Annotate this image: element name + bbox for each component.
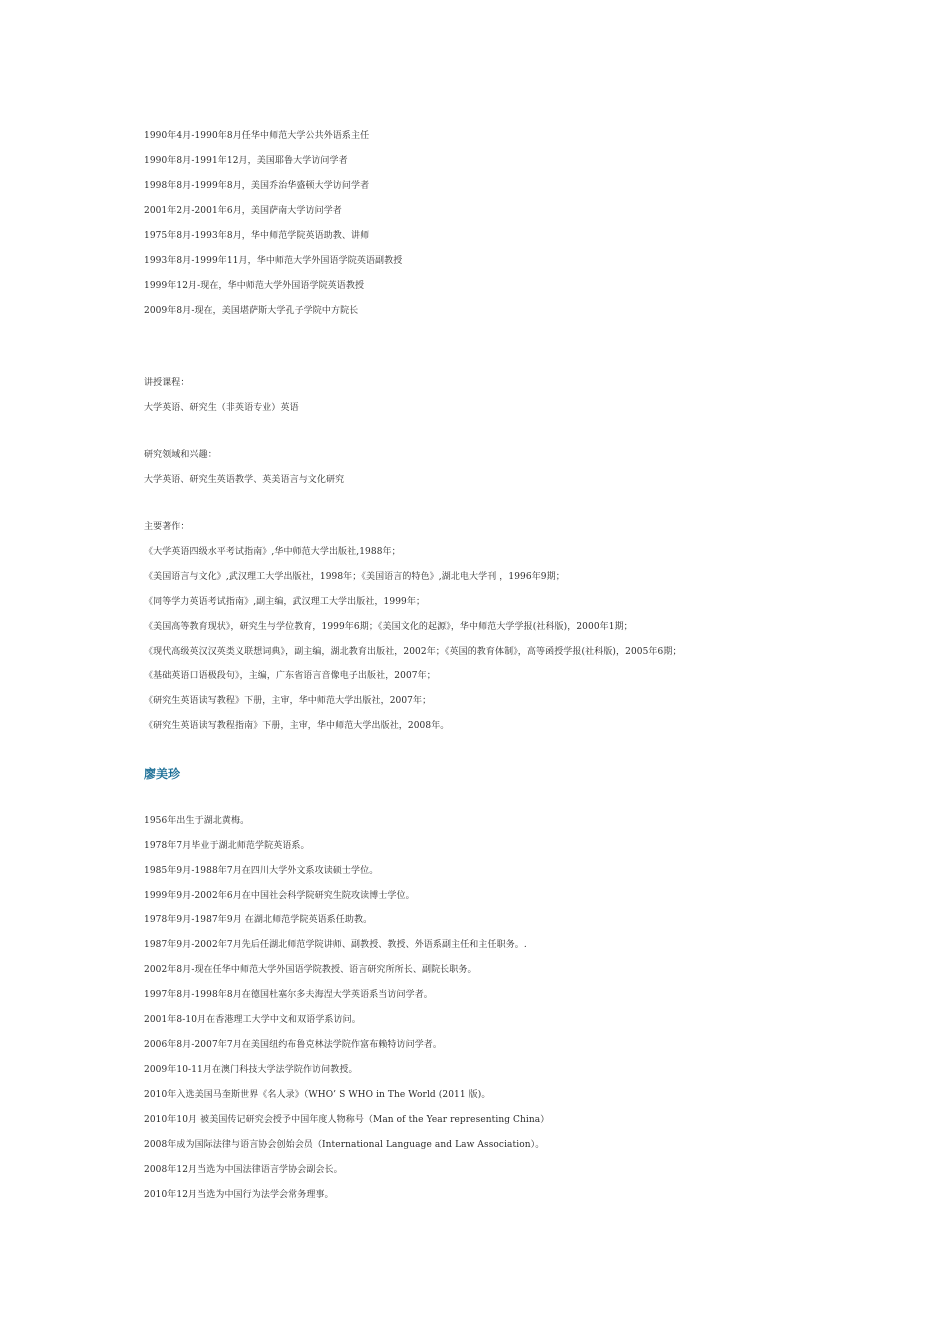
publication-item: 《现代高级英汉汉英类义联想词典》，副主编，湖北教育出版社，2002年；《英国的教育体制》，高等函授学报(社科版)，2005年6期； <box>144 647 682 657</box>
career-line: 1975年8月-1993年8月，华中师范学院英语助教、讲师 <box>144 231 370 241</box>
bio-line: 2006年8月-2007年7月在美国纽约布鲁克林法学院作富布赖特访问学者。 <box>144 1040 443 1050</box>
bio-line: 2010年10月 被美国传记研究会授予中国年度人物称号（Man of the Year representing China） <box>144 1115 550 1125</box>
career-line: 2009年8月-现在，美国堪萨斯大学孔子学院中方院长 <box>144 306 359 316</box>
publication-item: 《美国语言与文化》,武汉理工大学出版社，1998年；《美国语言的特色》,湖北电大学刊 ，1996年9期； <box>144 572 565 582</box>
bio-line: 2010年12月当选为中国行为法学会常务理事。 <box>144 1190 334 1200</box>
publication-item: 《基础英语口语极段句》，主编，广东省语言音像电子出版社，2007年； <box>144 671 436 681</box>
courses-label: 讲授课程： <box>144 378 190 388</box>
career-line: 1998年8月-1999年8月，美国乔治华盛顿大学访问学者 <box>144 181 370 191</box>
bio-line: 2009年10-11月在澳门科技大学法学院作访问教授。 <box>144 1065 358 1075</box>
bio-line: 2001年8-10月在香港理工大学中文和双语学系访问。 <box>144 1015 361 1025</box>
courses-text: 大学英语、研究生（非英语专业）英语 <box>144 403 299 413</box>
career-line: 1993年8月-1999年11月，华中师范大学外国语学院英语副教授 <box>144 256 403 266</box>
bio-line: 1997年8月-1998年8月在德国杜塞尔多夫海涅大学英语系当访问学者。 <box>144 990 433 1000</box>
research-label: 研究领域和兴趣： <box>144 450 217 460</box>
career-line: 1990年4月-1990年8月任华中师范大学公共外语系主任 <box>144 131 370 141</box>
bio-line: 1956年出生于湖北黄梅。 <box>144 816 250 826</box>
research-text: 大学英语、研究生英语教学、英美语言与文化研究 <box>144 475 345 485</box>
publication-item: 《研究生英语读写教程指南》下册，主审，华中师范大学出版社，2008年。 <box>144 721 450 731</box>
publication-item: 《大学英语四级水平考试指南》,华中师范大学出版社,1988年； <box>144 547 401 557</box>
bio-line: 2008年12月当选为中国法律语言学协会副会长。 <box>144 1165 343 1175</box>
publications-label: 主要著作： <box>144 522 190 532</box>
career-line: 1999年12月-现在，华中师范大学外国语学院英语教授 <box>144 281 365 291</box>
bio-line: 1978年9月-1987年9月 在湖北师范学院英语系任助教。 <box>144 915 373 925</box>
publication-item: 《研究生英语读写教程》下册，主审，华中师范大学出版社，2007年； <box>144 696 432 706</box>
career-line: 1990年8月-1991年12月，美国耶鲁大学访问学者 <box>144 156 348 166</box>
publication-item: 《美国高等教育现状》，研究生与学位教育，1999年6期；《美国文化的起源》，华中师范大学学报(社科版)，2000年1期； <box>144 622 633 632</box>
person-name-heading: 廖美珍 <box>144 767 181 781</box>
document-page <box>144 0 904 1344</box>
bio-line: 1985年9月-1988年7月在四川大学外文系攻读硕士学位。 <box>144 866 379 876</box>
bio-line: 1978年7月毕业于湖北师范学院英语系。 <box>144 841 310 851</box>
bio-line: 2002年8月-现在任华中师范大学外国语学院教授、语言研究所所长、副院长职务。 <box>144 965 477 975</box>
bio-line: 2008年成为国际法律与语言协会创始会员（International Language and Law Association）。 <box>144 1140 545 1150</box>
bio-line: 1987年9月-2002年7月先后任湖北师范学院讲师、副教授、教授、外语系副主任和主任职务。. <box>144 940 527 950</box>
career-line: 2001年2月-2001年6月，美国萨南大学访问学者 <box>144 206 342 216</box>
publication-item: 《同等学力英语考试指南》,副主编，武汉理工大学出版社，1999年； <box>144 597 426 607</box>
bio-line: 1999年9月-2002年6月在中国社会科学院研究生院攻读博士学位。 <box>144 891 415 901</box>
bio-line: 2010年入选美国马奎斯世界《名人录》（WHO’ S WHO in The World (2011 版)。 <box>144 1090 491 1100</box>
